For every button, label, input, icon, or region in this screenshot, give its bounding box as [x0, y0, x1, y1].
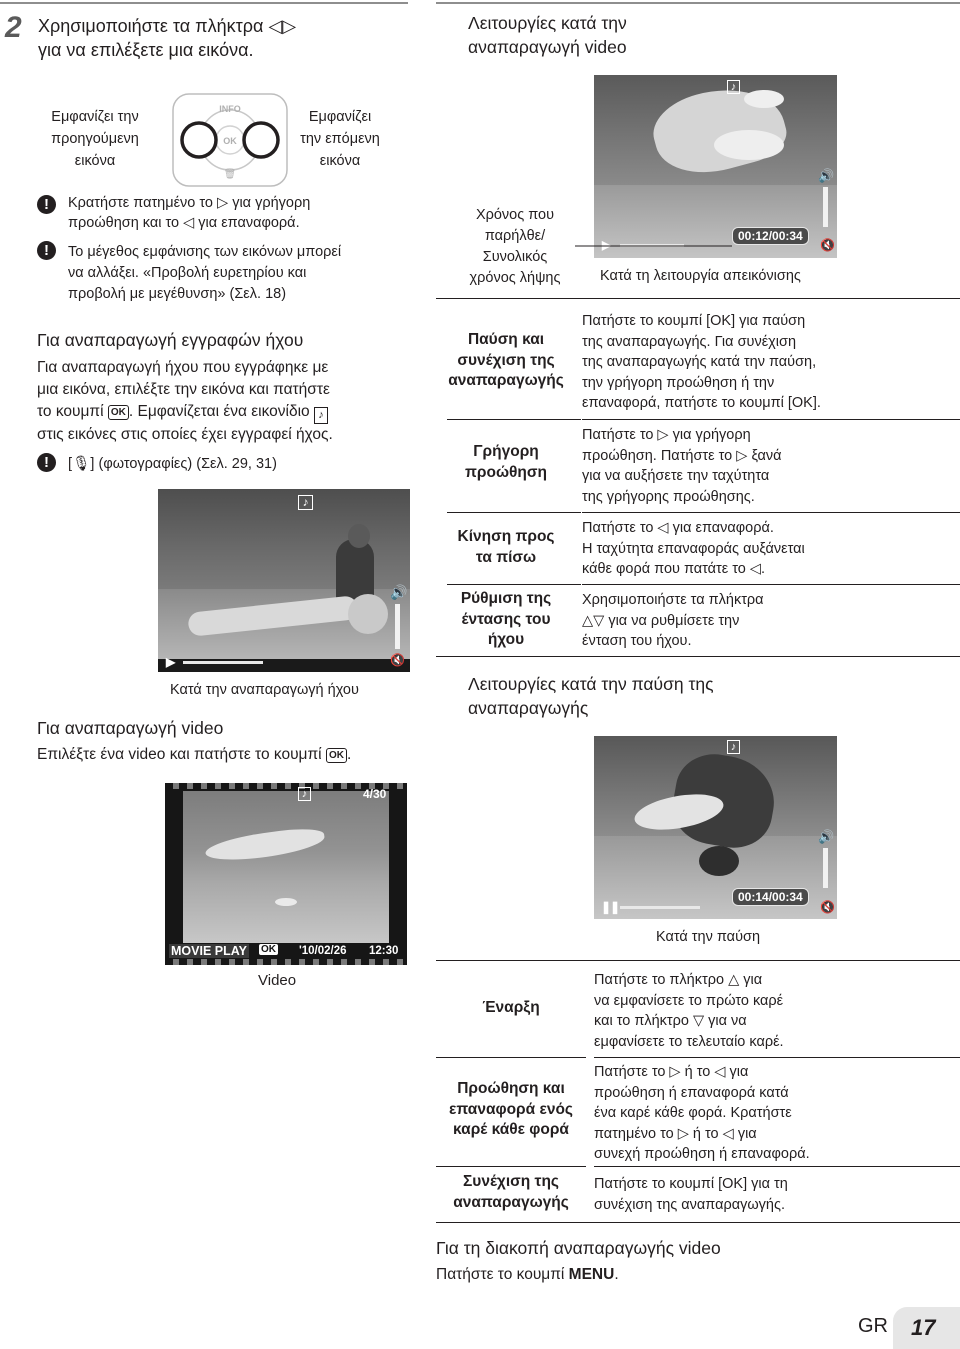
op-desc-fast-forward: Πατήστε το ▷ για γρήγορη προώθηση. Πατήστε το ▷ ξανά για να αυξήσετε την ταχύτητα της γρήγορης προώθησης. [582, 427, 782, 505]
op-desc-resume: Πατήστε το κουμπί [OK] για τη συνέχιση της αναπαραγωγής. [594, 1176, 788, 1213]
video-caption: Video [258, 972, 297, 989]
video-selection-screen [165, 783, 407, 965]
sound-note-icon: ♪ [298, 495, 313, 510]
table-rule [436, 298, 960, 299]
audio-body: Για αναπαραγωγή ήχου που εγγράφηκε με μια εικόνα, επιλέξτε την εικόνα και πατήστε το κουμπί OK . Εμφανίζεται ένα εικονίδιο ♪ στις εικόνες στις οποίες έχει εγγραφεί ήχος. [37, 359, 333, 443]
top-rule-right [436, 2, 960, 4]
caution-icon: ! [37, 195, 56, 214]
op-label-pause: Παύση και συνέχιση της αναπαραγωγής [448, 331, 564, 389]
elapsed-time-display: 00:12/00:34 [732, 227, 809, 245]
ok-icon: OK [261, 944, 276, 955]
table-row-divider [582, 512, 960, 513]
video-time: 12:30 [369, 945, 399, 957]
sound-note-icon: ♪ [727, 80, 740, 94]
video-heading: Για αναπαραγωγή video [37, 718, 224, 738]
note-display-size: Το μέγεθος εμφάνισης των εικόνων μπορεί να αλλάξει. «Προβολή ευρετηρίου και προβολή με μεγέθυνση» (Σελ. 18) [68, 244, 342, 302]
video-date: '10/02/26 [299, 945, 347, 957]
top-rule [0, 2, 408, 4]
table-row-divider [447, 584, 581, 585]
video-ops-heading: Λειτουργίες κατά την αναπαραγωγή video [468, 13, 627, 57]
op-desc-volume: Χρησιμοποιήστε τα πλήκτρα △▽ για να ρυθμίσετε την ένταση του ήχου. [582, 592, 764, 649]
caution-icon: ! [37, 453, 56, 472]
table-rule [436, 656, 960, 657]
op-label-volume: Ρύθμιση της έντασης του ήχου [460, 590, 552, 648]
sound-note-icon: ♪ [727, 740, 740, 754]
table-row-divider [594, 1057, 960, 1058]
op-label-fast-forward: Γρήγορη προώθηση [465, 443, 547, 481]
volume-level [823, 187, 828, 227]
stop-heading: Για τη διακοπή αναπαραγωγής video [436, 1238, 721, 1258]
audio-progress-bar [183, 661, 263, 664]
arrow-pad-diagram [150, 90, 310, 190]
video-body: Επιλέξτε ένα video και πατήστε το κουμπί OK . [37, 746, 352, 763]
op-desc-start: Πατήστε το πλήκτρο △ για να εμφανίσετε το πρώτο καρέ και το πλήκτρο ▽ για να εμφανίσετε το τελευταίο καρέ. [594, 972, 784, 1050]
table-row-divider [436, 1166, 586, 1167]
note-fast-forward: Κρατήστε πατημένο το ▷ για γρήγορη προώθηση και το ◁ για επαναφορά. [68, 195, 311, 231]
movie-play-label: MOVIE PLAY [171, 944, 247, 958]
audio-note: [🎙] (φωτογραφίες) (Σελ. 29, 31) [68, 456, 277, 472]
trash-icon: 🗑 [223, 169, 237, 180]
label-next-image: Εμφανίζει την επόμενη εικόνα [300, 109, 380, 169]
caution-icon: ! [37, 241, 56, 260]
op-desc-frame-step: Πατήστε το ▷ ή το ◁ για προώθηση ή επαναφορά κατά ένα καρέ κάθε φορά. Κρατήστε πατημένο το ▷ ή το ◁ για συνεχή προώθηση ή επαναφορά. [594, 1064, 810, 1162]
audio-playback-screen [158, 489, 410, 672]
playback-caption: Κατά τη λειτουργία απεικόνισης [600, 268, 801, 284]
ok-button-icon: OK [326, 748, 347, 763]
op-label-resume: Συνέχιση της αναπαραγωγής [453, 1173, 569, 1211]
table-row-divider [582, 419, 960, 420]
table-row-divider [594, 1166, 960, 1167]
mute-icon: 🔇 [820, 238, 835, 252]
mute-icon: 🔇 [390, 653, 405, 667]
page-number-tab [893, 1307, 960, 1349]
pause-caption: Κατά την παύση [656, 929, 761, 945]
volume-level [823, 848, 828, 888]
volume-level [395, 604, 400, 649]
play-icon: ▶ [602, 238, 612, 252]
label-previous-image: Εμφανίζει την προηγούμενη εικόνα [51, 109, 139, 169]
op-label-frame-step: Προώθηση και επαναφορά ενός καρέ κάθε φορά [449, 1080, 573, 1138]
op-desc-pause: Πατήστε το κουμπί [OK] για παύση της αναπαραγωγής. Για συνέχιση της αναπαραγωγής κατά την παύση, την γρήγορη προώθηση ή την επαναφορά, πατήστε το κουμπί [OK]. [582, 313, 821, 411]
video-progress-bar [620, 906, 700, 909]
page-number: 17 [911, 1315, 936, 1340]
step-title: Χρησιμοποιήστε τα πλήκτρα ◁▷ για να επιλέξετε μια εικόνα. [38, 16, 297, 60]
mute-icon: 🔇 [820, 900, 835, 914]
table-rule [436, 1222, 960, 1223]
table-row-divider [447, 512, 581, 513]
callout-line [575, 236, 735, 256]
op-desc-rewind: Πατήστε το ◁ για επαναφορά. Η ταχύτητα επαναφοράς αυξάνεται κάθε φορά που πατάτε το ◁. [582, 520, 805, 577]
dial-ok-label: OK [223, 136, 237, 146]
volume-icon: 🔊 [818, 829, 835, 844]
sound-note-icon: ♪ [298, 787, 311, 801]
video-playback-screen [594, 75, 837, 258]
volume-icon: 🔊 [390, 584, 408, 600]
op-label-start: Έναρξη [482, 999, 540, 1016]
audio-caption: Κατά την αναπαραγωγή ήχου [170, 682, 359, 698]
table-row-divider [582, 584, 960, 585]
ok-button-icon: OK [108, 405, 129, 420]
language-label: GR [858, 1315, 888, 1337]
volume-icon: 🔊 [818, 168, 835, 183]
sound-note-icon: ♪ [314, 407, 328, 424]
table-row-divider [447, 419, 581, 420]
stop-body: Πατήστε το κουμπί MENU. [436, 1266, 619, 1283]
audio-heading: Για αναπαραγωγή εγγραφών ήχου [37, 330, 304, 350]
pause-icon: ❚❚ [601, 900, 620, 914]
table-row-divider [436, 1057, 586, 1058]
elapsed-time-display: 00:14/00:34 [732, 888, 809, 906]
op-label-rewind: Κίνηση προς τα πίσω [457, 528, 555, 566]
paused-video-screen [594, 736, 837, 919]
image-counter: 4/30 [363, 787, 387, 801]
menu-key: MENU [568, 1266, 615, 1283]
dial-info-label: INFO [219, 104, 241, 114]
play-icon: ▶ [166, 655, 176, 669]
table-rule [436, 960, 960, 961]
pause-ops-heading: Λειτουργίες κατά την παύση της αναπαραγωγής [468, 674, 714, 718]
step-number: 2 [5, 11, 22, 44]
elapsed-time-label: Χρόνος που παρήλθε/ Συνολικός χρόνος λήψης [469, 207, 561, 286]
